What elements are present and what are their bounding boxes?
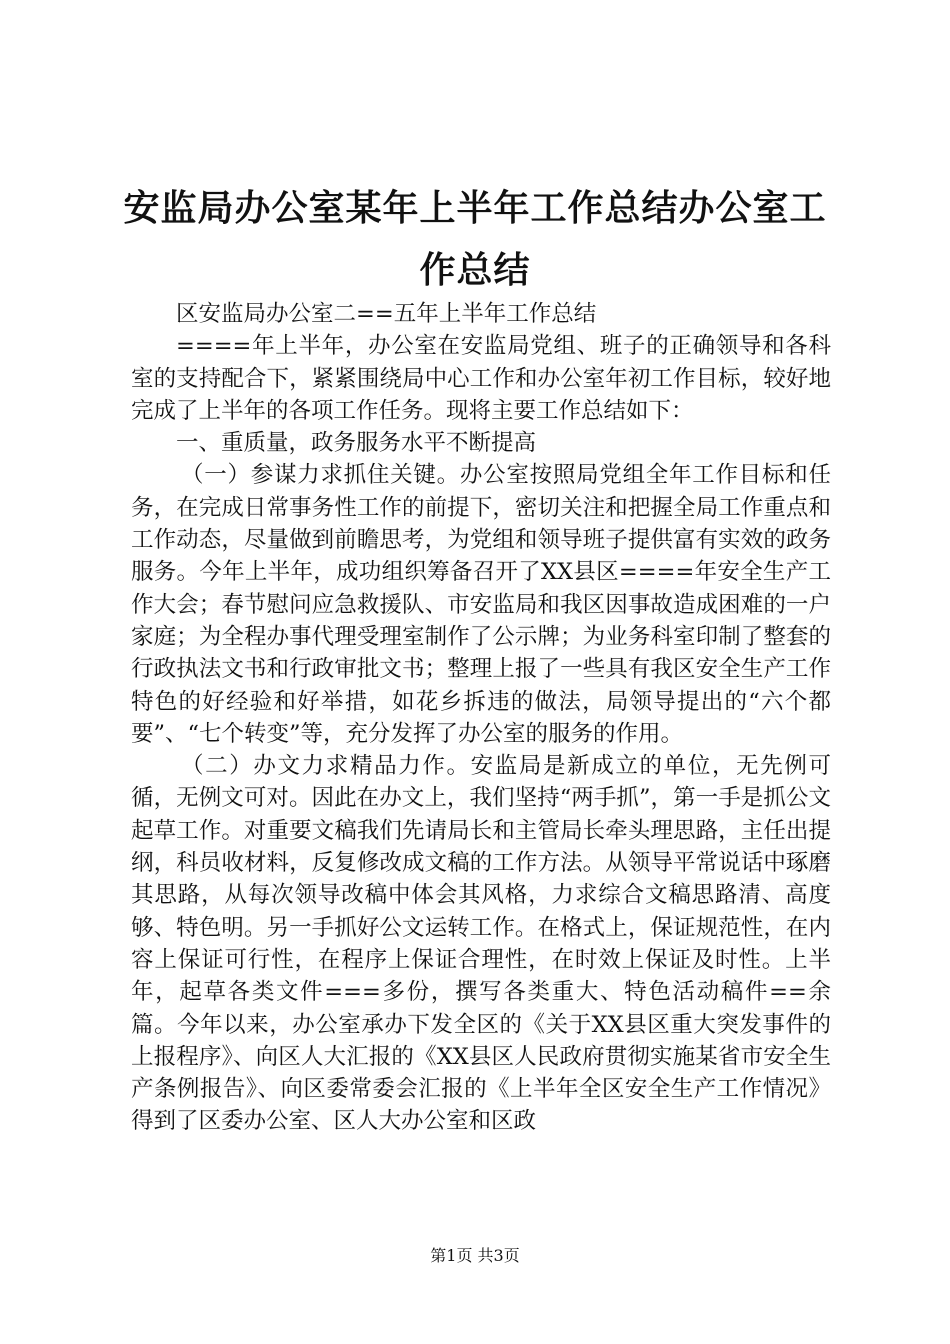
paragraph-intro: ====年上半年，办公室在安监局党组、班子的正确领导和各科室的支持配合下，紧紧围绕局中心工作和办公室年初工作目标，较好地完成了上半年的各项工作任务。现将主要工作总结如下： [131,333,831,424]
document-body [131,298,831,1138]
paragraph-section-1-1: （一）参谋力求抓住关键。办公室按照局党组全年工作目标和任务，在完成日常事务性工作的前提下，密切关注和把握全局工作重点和工作动态，尽量做到前瞻思考，为党组和领导班子提供富有实效的政务服务。今年上半年，成功组织筹备召开了XX县区====年安全生产工作大会；春节慰问应急救援队、市安监局和我区因事故造成困难的一户家庭；为全程办事代理受理室制作了公示牌；为业务科室印制了整套的行政执法文书和行政审批文书；整理上报了一些具有我区安全生产工作特色的好经验和好举措，如花乡拆违的做法，局领导提出的“六个都要”、“七个转变”等，充分发挥了办公室的服务的作用。 [131,462,831,747]
document-title: 安监局办公室某年上半年工作总结办公室工作总结 [123,188,827,291]
paragraph-subtitle: 区安监局办公室二==五年上半年工作总结 [176,301,597,327]
paragraph-section-1-2: （二）办文力求精品力作。安监局是新成立的单位，无先例可循，无例文可对。因此在办文上，我们坚持“两手抓”，第一手是抓公文起草工作。对重要文稿我们先请局长和主管局长牵头理思路，主任出提纲，科员收材料，反复修改成文稿的工作方法。从领导平常说话中琢磨其思路，从每次领导改稿中体会其风格，力求综合文稿思路清、高度够、特色明。另一手抓好公文运转工作。在格式上，保证规范性，在内容上保证可行性，在程序上保证合理性，在时效上保证及时性。上半年，起草各类文件===多份，撰写各类重大、特色活动稿件==余篇。今年以来，办公室承办下发全区的《关于XX县区重大突发事件的上报程序》、向区人大汇报的《XX县区人民政府贯彻实施某省市安全生产条例报告》、向区委常委会汇报的《上半年全区安全生产工作情况》得到了区委办公室、区人大办公室和区政 [131,753,831,1135]
page-footer: 第1页 共3页 [430,1246,520,1265]
section-heading-1: 一、重质量，政务服务水平不断提高 [176,430,537,457]
